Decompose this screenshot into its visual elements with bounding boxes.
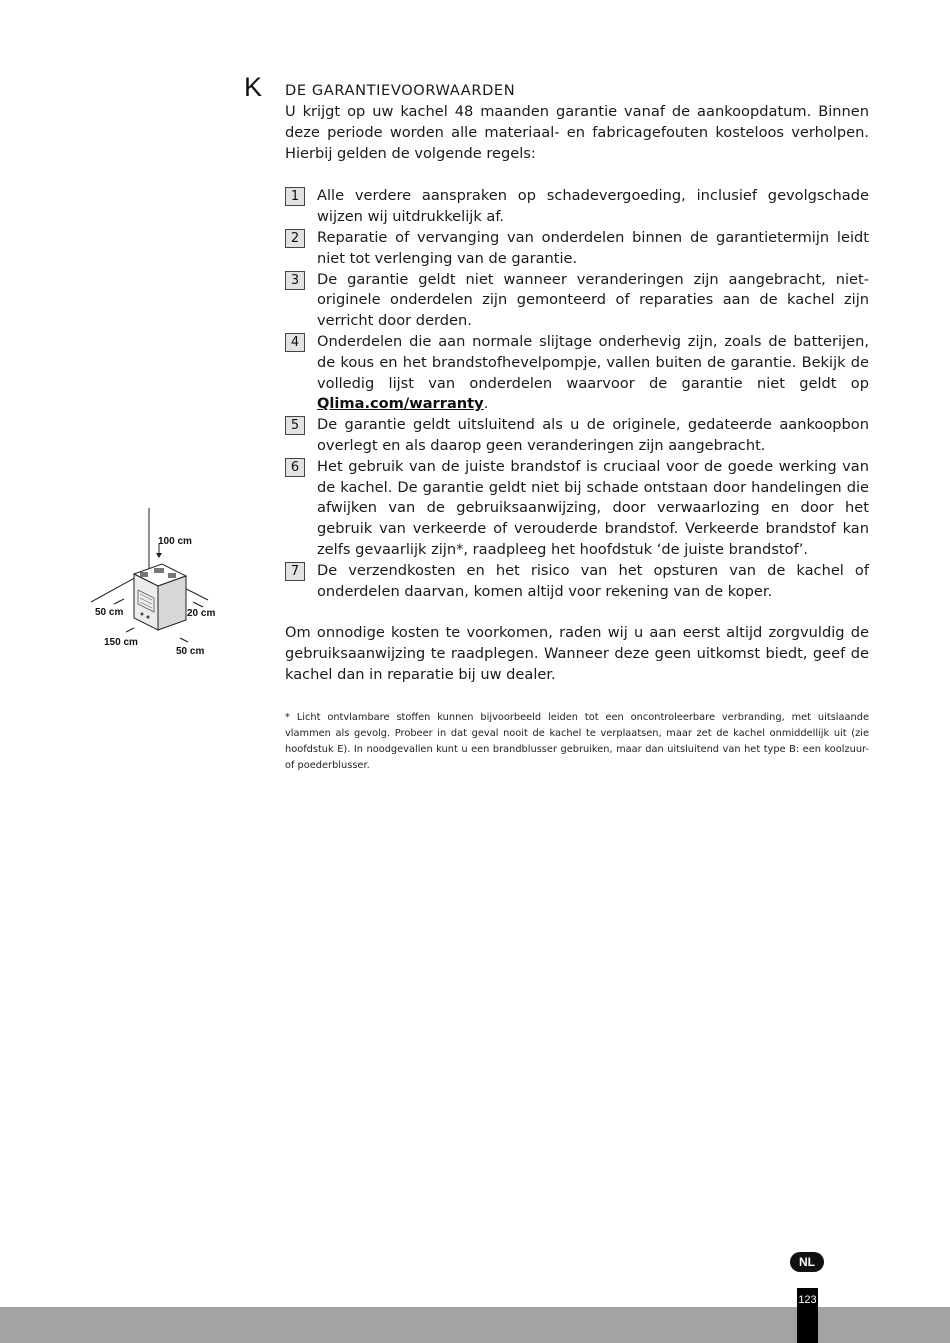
page-number: 123 (797, 1288, 818, 1343)
rule-item (285, 270, 869, 332)
rule-text: Reparatie of vervanging van onderdelen binnen de garantietermijn leidt niet tot verlenging van de garantie. (317, 228, 869, 267)
rule-item (285, 186, 869, 228)
section-letter: K (244, 72, 263, 102)
heater-control-knob (147, 616, 150, 619)
footnote: * Licht ontvlambare stoffen kunnen bijvoorbeeld leiden tot een oncontroleerbare verbranding, met uitslaande vlammen als gevolg. Probeer in dat geval nooit de kachel te verplaatsen, maar zet de kachel onmiddellijk uit (zie hoofdstuk E). In noodgevallen kunt u een brandblusser gebruiken, maar dan uitsluitend van het type B: een koolzuur- of poederblusser. (285, 711, 869, 771)
warranty-link[interactable]: Qlima.com/warranty (317, 395, 484, 413)
front-left-clearance-arrow (126, 628, 134, 632)
rule-text: Het gebruik van de juiste brandstof is cruciaal voor de goede werking van de kachel. De garantie geldt niet bij schade ontstaan door handelingen die afwijken van de gebruiksaanwijzing, door verwaarlozing en door het gebruik van verkeerde of verouderde brandstof. Verkeerde brandstof kan zelfs gevaarlijk zijn*, raadpleeg het hoofdstuk ‘de juiste brandstof’. (317, 457, 869, 558)
rule-text-with-link (317, 332, 869, 415)
rule-number: 7 (285, 562, 305, 581)
rule-number: 5 (285, 416, 305, 435)
label-right-clearance: 20 cm (187, 608, 216, 619)
rule-number: 4 (285, 333, 305, 352)
right-clearance-arrow (193, 602, 203, 607)
front-right-clearance-arrow (180, 638, 188, 642)
label-front-left-clearance: 150 cm (104, 637, 138, 648)
rule-text: De verzendkosten en het risico van het opsturen van de kachel of onderdelen daarvan, komen altijd voor rekening van de koper. (317, 561, 869, 600)
rule-text-suffix: . (483, 395, 489, 413)
intro-paragraph: U krijgt op uw kachel 48 maanden garantie vanaf de aankoopdatum. Binnen deze periode worden alle materiaal- en fabricagefouten kosteloos verholpen. Hierbij gelden de volgende regels: (285, 103, 869, 162)
rule-item (285, 332, 869, 415)
heater-side (158, 576, 186, 630)
rule-text: De garantie geldt niet wanneer veranderingen zijn aangebracht, niet-originele onderdelen zijn gemonteerd of reparaties aan de kachel zijn verricht door derden. (317, 270, 869, 330)
rule-text: De garantie geldt uitsluitend als u de originele, gedateerde aankoopbon overlegt en als daarop geen veranderingen zijn aangebracht. (317, 416, 869, 454)
language-badge: NL (790, 1252, 824, 1272)
arrow-head (156, 553, 162, 558)
label-top-clearance: 100 cm (158, 536, 192, 547)
rule-number: 2 (285, 229, 305, 248)
label-left-clearance: 50 cm (95, 607, 124, 618)
rule-item (285, 457, 869, 561)
warranty-rules-list (285, 186, 869, 602)
rule-item (285, 228, 869, 270)
rule-number: 3 (285, 271, 305, 290)
heater-top-vent (154, 568, 164, 573)
warranty-section (285, 80, 869, 774)
heater-top-vent (168, 573, 176, 578)
rule-item (285, 415, 869, 457)
left-clearance-arrow (114, 599, 124, 604)
rule-item (285, 561, 869, 603)
heater-control-knob (141, 613, 144, 616)
heater-top-vent (140, 572, 148, 577)
rule-number: 1 (285, 187, 305, 206)
heater-clearance-illustration (76, 500, 226, 665)
closing-paragraph: Om onnodige kosten te voorkomen, raden wij u aan eerst altijd zorgvuldig de gebruiksaanwijzing te raadplegen. Wanneer deze geen uitkomst biedt, geef de kachel dan in reparatie bij uw dealer. (285, 624, 869, 683)
rule-number: 6 (285, 458, 305, 477)
label-front-right-clearance: 50 cm (176, 646, 205, 657)
rule-text: Onderdelen die aan normale slijtage onderhevig zijn, zoals de batterijen, de kous en het brandstofhevelpompje, vallen buiten de garantie. Bekijk de volledig lijst van onderdelen waarvoor de garantie niet geldt op (317, 332, 869, 392)
rule-text: Alle verdere aanspraken op schadevergoeding, inclusief gevolgschade wijzen wij uitdrukkelijk af. (317, 187, 869, 226)
heater-clearance-diagram (76, 500, 226, 665)
section-title: DE GARANTIEVOORWAARDEN (285, 82, 516, 99)
